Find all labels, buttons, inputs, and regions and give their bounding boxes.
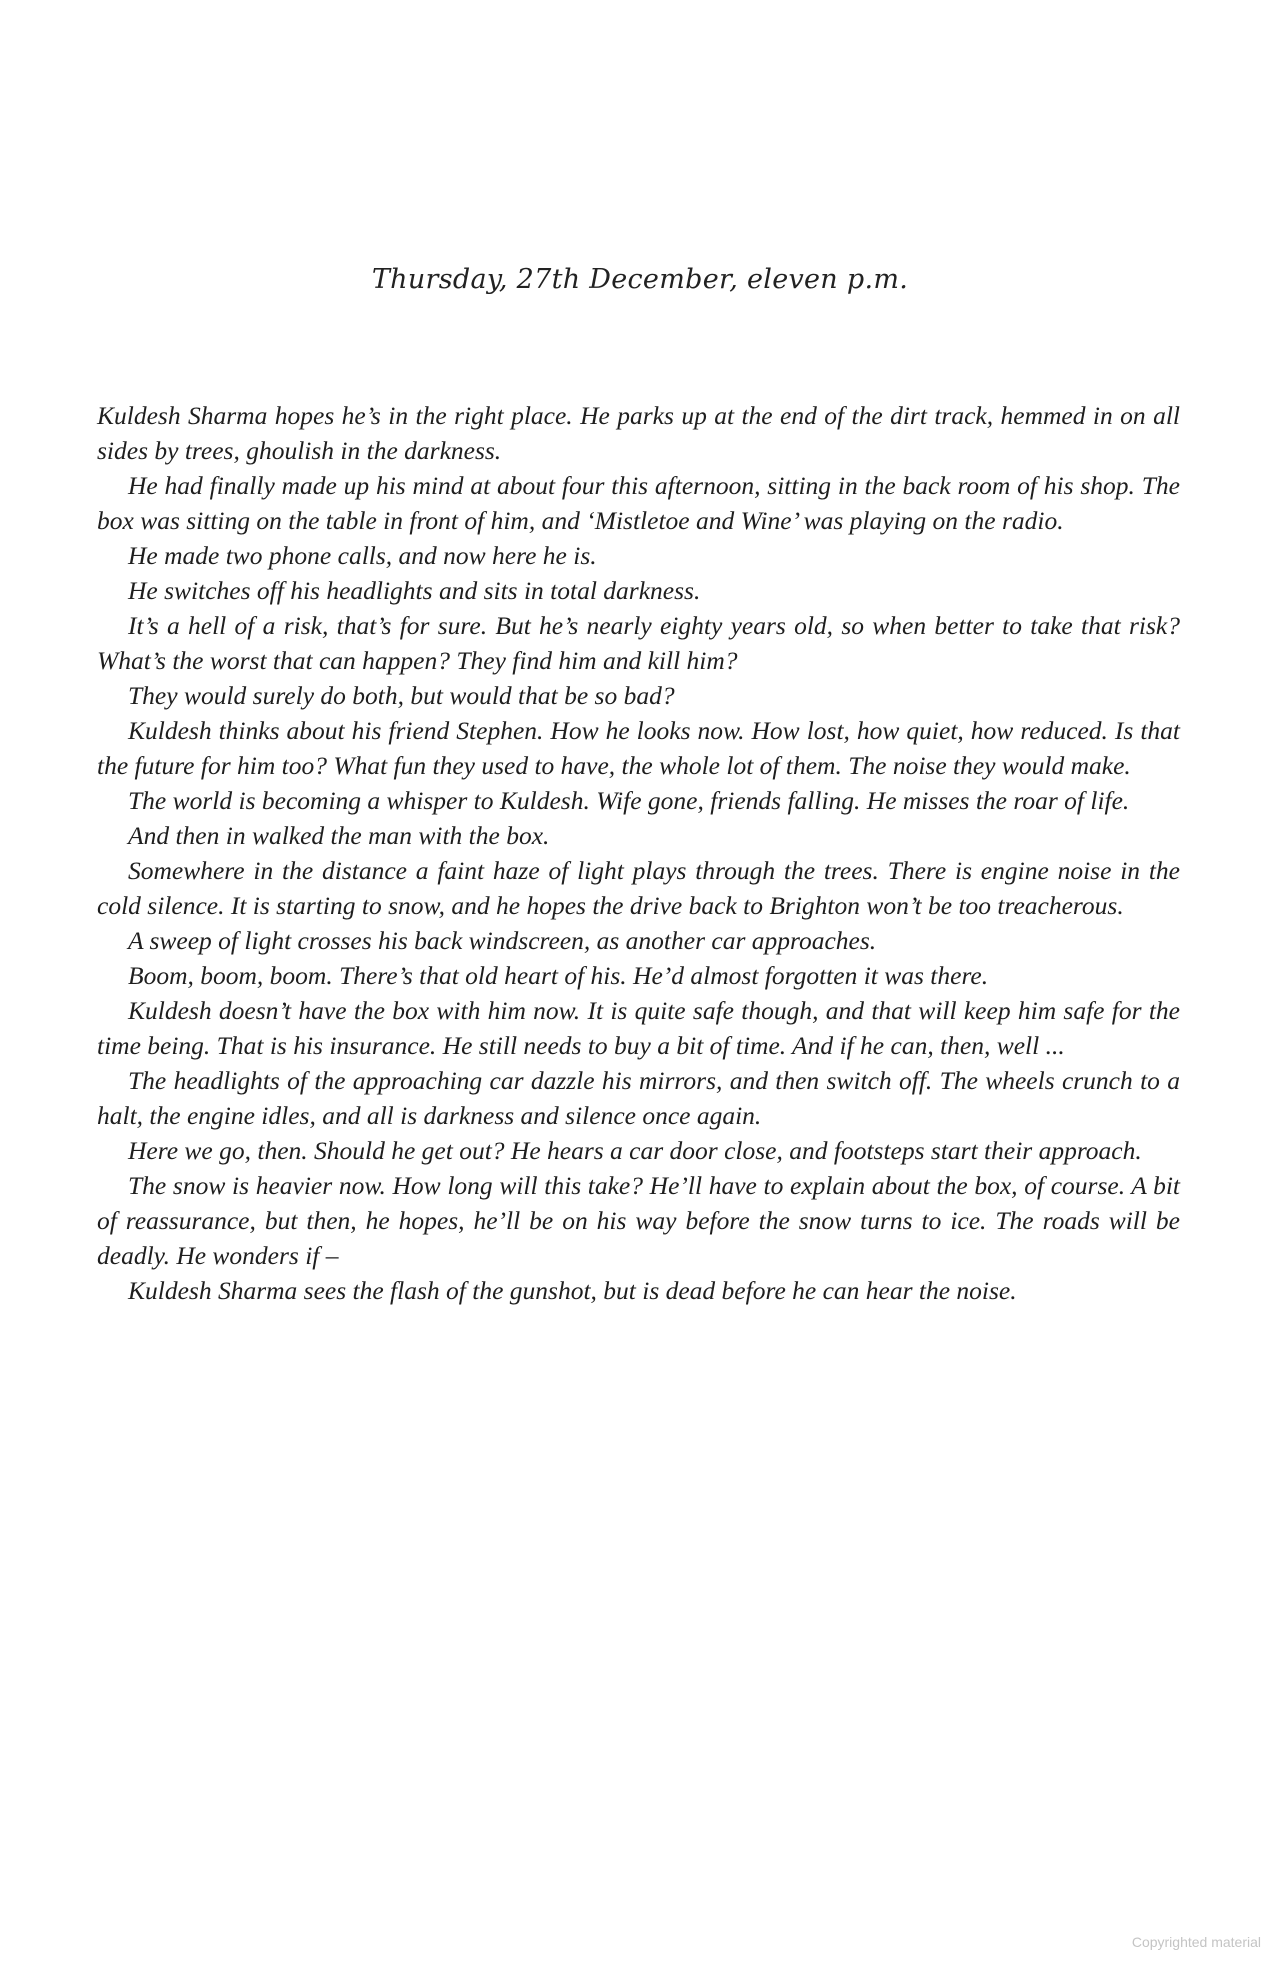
chapter-heading: Thursday, 27th December, eleven p.m. [371, 264, 909, 295]
paragraph: The headlights of the approaching car dazzle his mirrors, and then switch off. The wheels crunch to a halt, the engine idles, and all is darkness and silence once again. [97, 1066, 1180, 1130]
paragraph: Boom, boom, boom. There’s that old heart of his. He’d almost forgotten it was there. [128, 961, 989, 990]
paragraph: Kuldesh Sharma hopes he’s in the right place. He parks up at the end of the dirt track, hemmed in on all sides by trees, ghoulish in the darkness. [97, 401, 1180, 465]
paragraph: Kuldesh Sharma sees the flash of the gunshot, but is dead before he can hear the noise. [128, 1276, 1017, 1305]
paragraph: Kuldesh thinks about his friend Stephen. How he looks now. How lost, how quiet, how reduced. Is that the future for him too? What fun they used to have, the whole lot of them. The noise they would make. [97, 716, 1180, 780]
paragraph: Here we go, then. Should he get out? He hears a car door close, and footsteps start their approach. [128, 1136, 1142, 1165]
paragraph: He had finally made up his mind at about four this afternoon, sitting in the back room of his shop. The box was sitting on the table in front of him, and ‘Mistletoe and Wine’ was playing on the radio. [97, 471, 1180, 535]
paragraph: And then in walked the man with the box. [128, 821, 550, 850]
paragraph: He switches off his headlights and sits in total darkness. [128, 576, 701, 605]
paragraph: The snow is heavier now. How long will this take? He’ll have to explain about the box, of course. A bit of reassurance, but then, he hopes, he’ll be on his way before the snow turns to ice. The roads will be deadly. He wonders if – [97, 1171, 1180, 1270]
paragraph: It’s a hell of a risk, that’s for sure. But he’s nearly eighty years old, so when better to take that risk? What’s the worst that can happen? They find him and kill him? [97, 611, 1180, 675]
copyright-watermark: Copyrighted material [1131, 1934, 1261, 1950]
paragraph: He made two phone calls, and now here he is. [128, 541, 597, 570]
body-text [97, 398, 1180, 1308]
paragraph: Somewhere in the distance a faint haze of light plays through the trees. There is engine noise in the cold silence. It is starting to snow, and he hopes the drive back to Brighton won’t be too treacherous. [97, 856, 1180, 920]
paragraph: They would surely do both, but would that be so bad? [128, 681, 675, 710]
paragraph: A sweep of light crosses his back windscreen, as another car approaches. [128, 926, 877, 955]
paragraph: Kuldesh doesn’t have the box with him now. It is quite safe though, and that will keep him safe for the time being. That is his insurance. He still needs to buy a bit of time. And if he can, then, well ... [97, 996, 1180, 1060]
paragraph: The world is becoming a whisper to Kuldesh. Wife gone, friends falling. He misses the roar of life. [128, 786, 1130, 815]
